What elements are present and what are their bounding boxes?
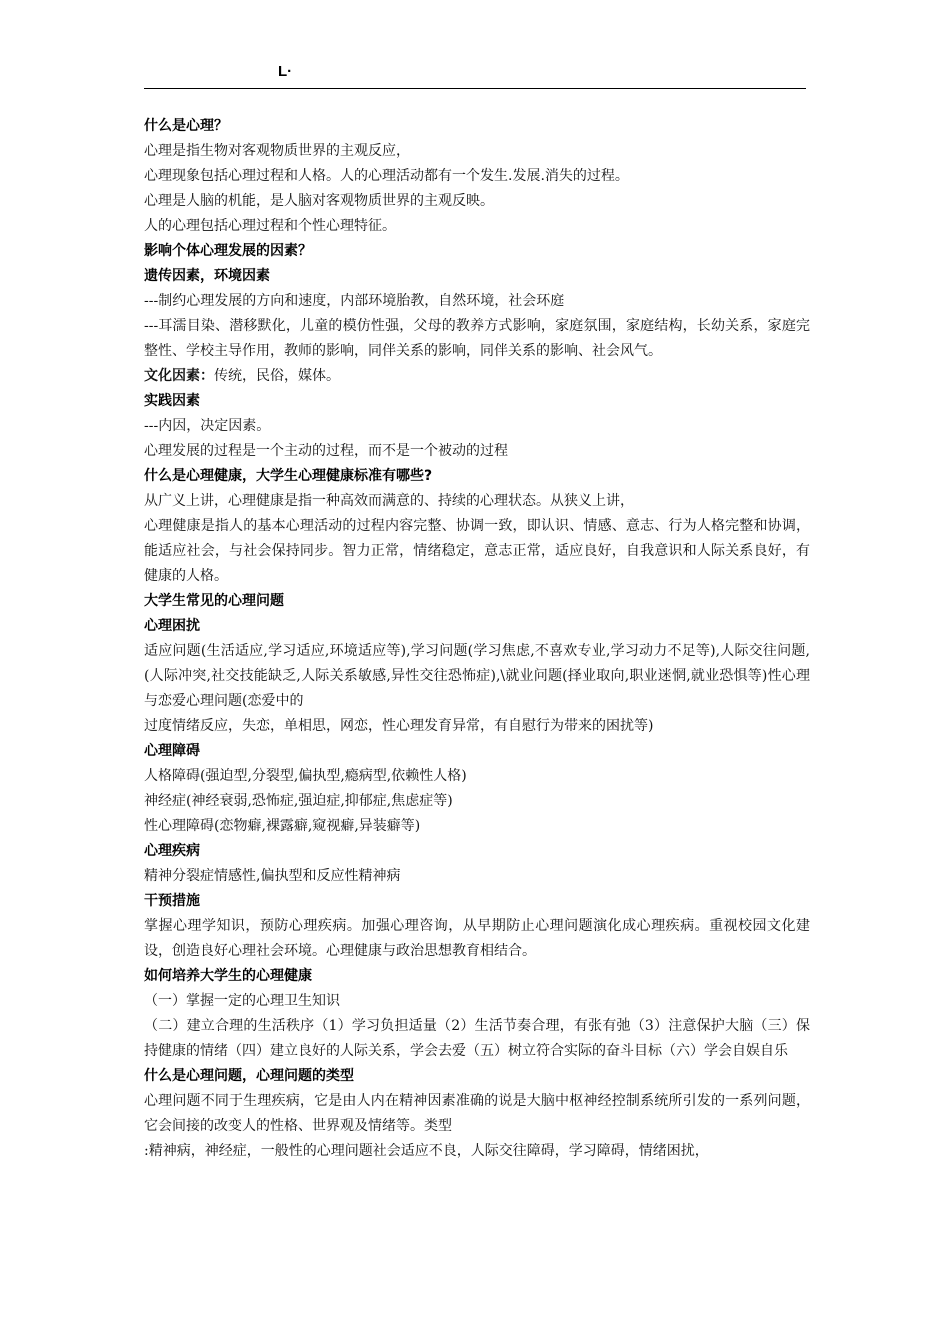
culture-label: 文化因素： [144,368,214,384]
paragraph: 心理是人脑的机能，是人脑对客观物质世界的主观反映。 [144,193,494,209]
culture-text: 传统，民俗，媒体。 [214,368,340,384]
paragraph: 心理现象包括心理过程和人格。人的心理活动都有一个发生.发展.消失的过程。 [144,168,629,184]
header-divider [144,88,806,89]
heading-what-is-psychology: 什么是心理？ [144,118,228,134]
subheading-distress: 心理困扰 [144,618,200,634]
subheading-practice: 实践因素 [144,393,200,409]
paragraph: 适应问题(生活适应,学习适应,环境适应等),学习问题(学习焦虑,不喜欢专业,学习动力不足等),人际交往问题,(人际冲突,社交技能缺乏,人际关系敏感,异性交往恐怖症),\就业问题(择业取向,职业迷惘,就业恐惧等)性心理与恋爱心理问题(恋爱中的 [144,643,810,709]
paragraph: 人格障碍(强迫型,分裂型,偏执型,瘾病型,依赖性人格) [144,768,467,784]
heading-cultivate-health: 如何培养大学生的心理健康 [144,968,312,984]
heading-development-factors: 影响个体心理发展的因素？ [144,243,312,259]
paragraph: 性心理障碍(恋物癖,裸露癖,窥视癖,异装癖等) [144,818,421,834]
paragraph: 过度情绪反应，失恋，单相思，网恋，性心理发育异常，有自慰行为带来的困扰等) [144,718,654,734]
paragraph: （一）掌握一定的心理卫生知识 [144,993,340,1009]
document-body [144,114,810,1164]
subheading-illness: 心理疾病 [144,843,200,859]
subheading-disorders: 心理障碍 [144,743,200,759]
subheading-intervention: 干预措施 [144,893,200,909]
paragraph: 神经症(神经衰弱,恐怖症,强迫症,抑郁症,焦虑症等) [144,793,453,809]
heading-problem-types: 什么是心理问题，心理问题的类型 [144,1068,354,1084]
heading-mental-health: 什么是心理健康，大学生心理健康标准有哪些? [144,468,433,484]
paragraph: :精神病，神经症，一般性的心理问题社会适应不良，人际交往障碍，学习障碍，情绪困扰， [144,1143,709,1159]
paragraph: 精神分裂症情感性,偏执型和反应性精神病 [144,868,401,884]
paragraph: ---制约心理发展的方向和速度，内部环境胎教，自然环境，社会环庭 [144,293,565,309]
header-mark: L· [278,63,293,80]
paragraph-culture [144,364,810,389]
paragraph: 心理发展的过程是一个主动的过程，而不是一个被动的过程 [144,443,508,459]
paragraph: （二）建立合理的生活秩序（1）学习负担适量（2）生活节奏合理，有张有弛（3）注意保护大脑（三）保持健康的情绪（四）建立良好的人际关系，学会去爱（五）树立符合实际的奋斗目标（六）学会自娱自乐 [144,1018,810,1059]
paragraph: 人的心理包括心理过程和个性心理特征。 [144,218,396,234]
paragraph: 心理问题不同于生理疾病，它是由人内在精神因素准确的说是大脑中枢神经控制系统所引发的一系列问题，它会间接的改变人的性格、世界观及情绪等。类型 [144,1093,810,1134]
paragraph: ---内因，决定因素。 [144,418,271,434]
paragraph: 心理健康是指人的基本心理活动的过程内容完整、协调一致，即认识、情感、意志、行为人格完整和协调，能适应社会，与社会保持同步。智力正常，情绪稳定，意志正常，适应良好，自我意识和人际关系良好，有健康的人格。 [144,518,810,584]
heading-common-problems: 大学生常见的心理问题 [144,593,284,609]
paragraph: 掌握心理学知识，预防心理疾病。加强心理咨询，从早期防止心理问题演化成心理疾病。重视校园文化建设，创造良好心理社会环境。心理健康与政治思想教育相结合。 [144,918,810,959]
paragraph: ---耳濡目染、潜移默化，儿童的模仿性强，父母的教养方式影响，家庭氛围，家庭结构，长幼关系，家庭完整性、学校主导作用，教师的影响，同伴关系的影响，同伴关系的影响、社会风气。 [144,318,810,359]
paragraph: 从广义上讲，心理健康是指一种高效而满意的、持续的心理状态。从狭义上讲， [144,493,634,509]
subheading-heredity-environment: 遗传因素，环境因素 [144,268,270,284]
paragraph: 心理是指生物对客观物质世界的主观反应， [144,143,410,159]
